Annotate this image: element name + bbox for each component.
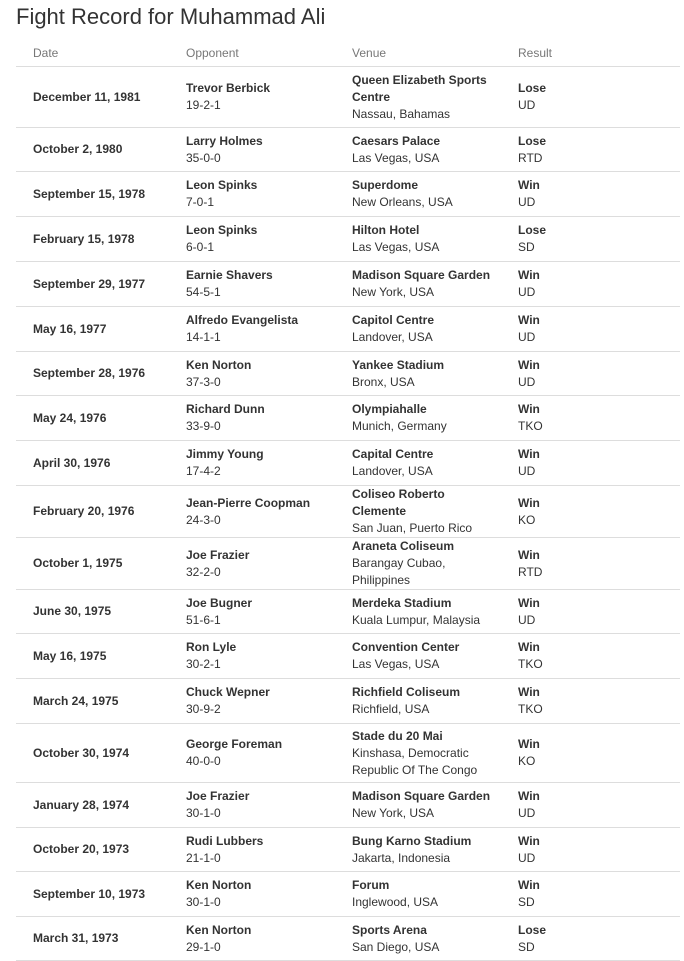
opponent-record: 51-6-1: [186, 612, 221, 627]
opponent-record: 6-0-1: [186, 240, 215, 254]
opponent-record: 7-0-1: [186, 195, 215, 209]
column-header-result: Result: [501, 39, 680, 67]
table-row: [16, 128, 680, 172]
result-cell: [501, 486, 680, 538]
venue-location: New York, USA: [352, 285, 435, 299]
fight-record-table: [16, 39, 680, 961]
fight-result: Lose: [518, 81, 547, 95]
opponent-name: Joe Frazier: [186, 547, 250, 562]
table-row: [16, 590, 680, 634]
opponent-cell: [169, 634, 335, 679]
opponent-cell: [169, 783, 335, 828]
opponent-name: Joe Frazier: [186, 789, 250, 803]
opponent-name: Alfredo Evangelista: [186, 313, 299, 327]
opponent-name: Ron Lyle: [186, 640, 237, 654]
venue-location: Landover, USA: [352, 330, 433, 344]
fight-method: TKO: [518, 657, 543, 671]
fight-result: Win: [518, 495, 540, 510]
fight-method: KO: [518, 754, 536, 768]
venue-location: Barangay Cubao, Philippines: [352, 556, 446, 587]
fight-method: UD: [518, 374, 536, 389]
opponent-record: 30-2-1: [186, 657, 221, 671]
column-header-date: Date: [16, 39, 169, 67]
fight-method: UD: [518, 285, 536, 299]
fight-method: RTD: [518, 150, 543, 165]
venue-location: Landover, USA: [352, 464, 433, 478]
venue-name: Coliseo Roberto Clemente: [352, 487, 445, 518]
opponent-record: 32-2-0: [186, 564, 221, 579]
venue-name: Capitol Centre: [352, 313, 435, 327]
table-row: [16, 396, 680, 441]
fight-result: Win: [518, 313, 540, 327]
page-title: Fight Record for Muhammad Ali: [16, 4, 326, 29]
table-row: [16, 307, 680, 352]
opponent-record: 35-0-0: [186, 150, 221, 165]
fight-date: May 16, 1977: [16, 307, 169, 352]
opponent-name: Ken Norton: [186, 878, 252, 892]
opponent-name: Larry Holmes: [186, 133, 263, 148]
table-row: [16, 783, 680, 828]
venue-location: Republic Of The Congo: [352, 762, 478, 777]
opponent-cell: [169, 724, 335, 783]
fight-date: September 15, 1978: [16, 172, 169, 217]
opponent-name: Ken Norton: [186, 922, 252, 937]
venue-name: Araneta Coliseum: [352, 539, 455, 553]
result-cell: [501, 217, 680, 262]
opponent-record: 21-1-0: [186, 850, 221, 865]
opponent-record: 30-1-0: [186, 895, 221, 909]
opponent-cell: [169, 307, 335, 352]
result-cell: [501, 441, 680, 486]
fight-method: RTD: [518, 564, 543, 579]
opponent-cell: [169, 217, 335, 262]
opponent-cell: [169, 352, 335, 396]
fight-date: May 24, 1976: [16, 396, 169, 441]
fight-method: UD: [518, 464, 536, 478]
opponent-name: Ken Norton: [186, 357, 252, 372]
opponent-name: Joe Bugner: [186, 595, 253, 610]
venue-cell: [335, 396, 501, 441]
venue-name: Capital Centre: [352, 447, 434, 461]
venue-name: Bung Karno Stadium: [352, 833, 472, 848]
fight-result: Win: [518, 685, 540, 699]
fight-date: October 20, 1973: [16, 828, 169, 872]
venue-location: New York, USA: [352, 806, 435, 820]
opponent-record: 54-5-1: [186, 285, 221, 299]
result-cell: [501, 917, 680, 961]
venue-location: Richfield, USA: [352, 702, 430, 716]
venue-cell: [335, 634, 501, 679]
venue-cell: [335, 486, 501, 538]
fight-result: Win: [518, 737, 540, 751]
table-row: [16, 352, 680, 396]
result-cell: [501, 783, 680, 828]
result-cell: [501, 872, 680, 917]
opponent-cell: [169, 396, 335, 441]
venue-cell: [335, 262, 501, 307]
opponent-record: 24-3-0: [186, 512, 221, 527]
opponent-cell: [169, 67, 335, 128]
table-body: [16, 67, 680, 961]
venue-location: New Orleans, USA: [352, 195, 453, 209]
fight-result: Win: [518, 833, 540, 848]
fight-date: October 30, 1974: [16, 724, 169, 783]
venue-location: Las Vegas, USA: [352, 150, 440, 165]
venue-name: Superdome: [352, 178, 419, 192]
fight-method: TKO: [518, 702, 543, 716]
fight-result: Win: [518, 178, 540, 192]
fight-method: UD: [518, 612, 536, 627]
result-cell: [501, 172, 680, 217]
venue-cell: [335, 217, 501, 262]
result-cell: [501, 352, 680, 396]
opponent-name: Chuck Wepner: [186, 685, 270, 699]
venue-location: San Diego, USA: [352, 939, 440, 954]
result-cell: [501, 590, 680, 634]
result-cell: [501, 307, 680, 352]
fight-method: UD: [518, 806, 536, 820]
venue-name: Caesars Palace: [352, 133, 441, 148]
fight-result: Win: [518, 878, 540, 892]
result-cell: [501, 538, 680, 590]
fight-result: Win: [518, 789, 540, 803]
opponent-cell: [169, 486, 335, 538]
venue-location: Las Vegas, USA: [352, 657, 440, 671]
opponent-name: Trevor Berbick: [186, 81, 271, 95]
venue-name: Queen Elizabeth Sports: [352, 72, 487, 87]
fight-date: February 20, 1976: [16, 486, 169, 538]
fight-method: SD: [518, 895, 535, 909]
fight-result: Win: [518, 268, 540, 282]
table-row: [16, 917, 680, 961]
venue-cell: [335, 917, 501, 961]
opponent-cell: [169, 262, 335, 307]
result-cell: [501, 128, 680, 172]
fight-result: Win: [518, 547, 540, 562]
opponent-record: 14-1-1: [186, 330, 221, 344]
venue-cell: [335, 590, 501, 634]
table-row: [16, 538, 680, 590]
venue-name: Hilton Hotel: [352, 223, 420, 237]
venue-cell: [335, 679, 501, 724]
table-row: [16, 634, 680, 679]
opponent-cell: [169, 128, 335, 172]
venue-cell: [335, 172, 501, 217]
fight-result: Win: [518, 640, 540, 654]
opponent-record: 30-1-0: [186, 806, 221, 820]
opponent-record: 33-9-0: [186, 419, 221, 433]
venue-cell: [335, 352, 501, 396]
result-cell: [501, 262, 680, 307]
venue-location: Kinshasa, Democratic: [352, 745, 469, 760]
venue-name: Sports Arena: [352, 922, 427, 937]
result-cell: [501, 828, 680, 872]
opponent-name: George Foreman: [186, 737, 283, 751]
venue-name: Merdeka Stadium: [352, 595, 452, 610]
fight-result: Lose: [518, 133, 547, 148]
result-cell: [501, 396, 680, 441]
venue-name: Stade du 20 Mai: [352, 728, 443, 743]
venue-cell: [335, 538, 501, 590]
venue-cell: [335, 441, 501, 486]
venue-name: Convention Center: [352, 640, 460, 654]
venue-name: Centre: [352, 89, 391, 104]
venue-cell: [335, 67, 501, 128]
venue-name: Madison Square Garden: [352, 268, 491, 282]
opponent-name: Jean-Pierre Coopman: [186, 495, 311, 510]
opponent-cell: [169, 679, 335, 724]
venue-location: Inglewood, USA: [352, 895, 439, 909]
opponent-name: Leon Spinks: [186, 178, 258, 192]
fight-result: Win: [518, 402, 540, 416]
table-row: [16, 441, 680, 486]
fight-date: September 29, 1977: [16, 262, 169, 307]
venue-cell: [335, 872, 501, 917]
table-row: [16, 262, 680, 307]
table-row: [16, 172, 680, 217]
fight-method: SD: [518, 240, 535, 254]
venue-cell: [335, 828, 501, 872]
opponent-record: 30-9-2: [186, 702, 221, 716]
opponent-cell: [169, 538, 335, 590]
fight-method: UD: [518, 195, 536, 209]
venue-location: Las Vegas, USA: [352, 240, 440, 254]
fight-date: October 1, 1975: [16, 538, 169, 590]
table-row: [16, 217, 680, 262]
fight-result: Win: [518, 447, 540, 461]
fight-result: Lose: [518, 223, 547, 237]
fight-date: April 30, 1976: [16, 441, 169, 486]
fight-method: SD: [518, 939, 535, 954]
venue-name: Olympiahalle: [352, 402, 427, 416]
venue-name: Forum: [352, 878, 390, 892]
opponent-name: Jimmy Young: [186, 447, 264, 461]
fight-date: September 10, 1973: [16, 872, 169, 917]
table-row: [16, 486, 680, 538]
venue-location: Kuala Lumpur, Malaysia: [352, 612, 481, 627]
fight-method: UD: [518, 330, 536, 344]
column-header-venue: Venue: [335, 39, 501, 67]
table-row: [16, 872, 680, 917]
opponent-cell: [169, 828, 335, 872]
venue-cell: [335, 724, 501, 783]
fight-method: KO: [518, 512, 536, 527]
fight-date: October 2, 1980: [16, 128, 169, 172]
result-cell: [501, 724, 680, 783]
opponent-cell: [169, 441, 335, 486]
fight-result: Win: [518, 595, 540, 610]
fight-method: UD: [518, 98, 536, 112]
fight-method: UD: [518, 850, 536, 865]
fight-result: Lose: [518, 922, 547, 937]
opponent-cell: [169, 172, 335, 217]
header-row: [16, 39, 680, 67]
fight-date: June 30, 1975: [16, 590, 169, 634]
venue-name: Yankee Stadium: [352, 357, 445, 372]
opponent-name: Earnie Shavers: [186, 268, 273, 282]
table-row: [16, 828, 680, 872]
opponent-record: 19-2-1: [186, 98, 221, 112]
fight-result: Win: [518, 357, 540, 372]
venue-cell: [335, 307, 501, 352]
table-header: [16, 39, 680, 67]
opponent-record: 40-0-0: [186, 754, 221, 768]
fight-date: February 15, 1978: [16, 217, 169, 262]
fight-date: March 31, 1973: [16, 917, 169, 961]
opponent-name: Rudi Lubbers: [186, 833, 264, 848]
opponent-cell: [169, 872, 335, 917]
fight-date: March 24, 1975: [16, 679, 169, 724]
venue-location: Nassau, Bahamas: [352, 106, 451, 121]
opponent-name: Richard Dunn: [186, 402, 265, 416]
opponent-name: Leon Spinks: [186, 223, 258, 237]
venue-cell: [335, 783, 501, 828]
venue-name: Richfield Coliseum: [352, 685, 461, 699]
venue-location: Jakarta, Indonesia: [352, 850, 451, 865]
table-row: [16, 724, 680, 783]
result-cell: [501, 67, 680, 128]
result-cell: [501, 679, 680, 724]
fight-date: December 11, 1981: [16, 67, 169, 128]
table-row: [16, 679, 680, 724]
fight-date: January 28, 1974: [16, 783, 169, 828]
result-cell: [501, 634, 680, 679]
venue-location: San Juan, Puerto Rico: [352, 521, 473, 535]
column-header-opponent: Opponent: [169, 39, 335, 67]
fight-method: TKO: [518, 419, 543, 433]
venue-name: Madison Square Garden: [352, 789, 491, 803]
table-row: [16, 67, 680, 128]
opponent-record: 17-4-2: [186, 464, 221, 478]
opponent-record: 29-1-0: [186, 939, 221, 954]
opponent-record: 37-3-0: [186, 374, 221, 389]
venue-location: Munich, Germany: [352, 419, 447, 433]
fight-date: May 16, 1975: [16, 634, 169, 679]
opponent-cell: [169, 590, 335, 634]
venue-location: Bronx, USA: [352, 374, 415, 389]
venue-cell: [335, 128, 501, 172]
opponent-cell: [169, 917, 335, 961]
fight-date: September 28, 1976: [16, 352, 169, 396]
